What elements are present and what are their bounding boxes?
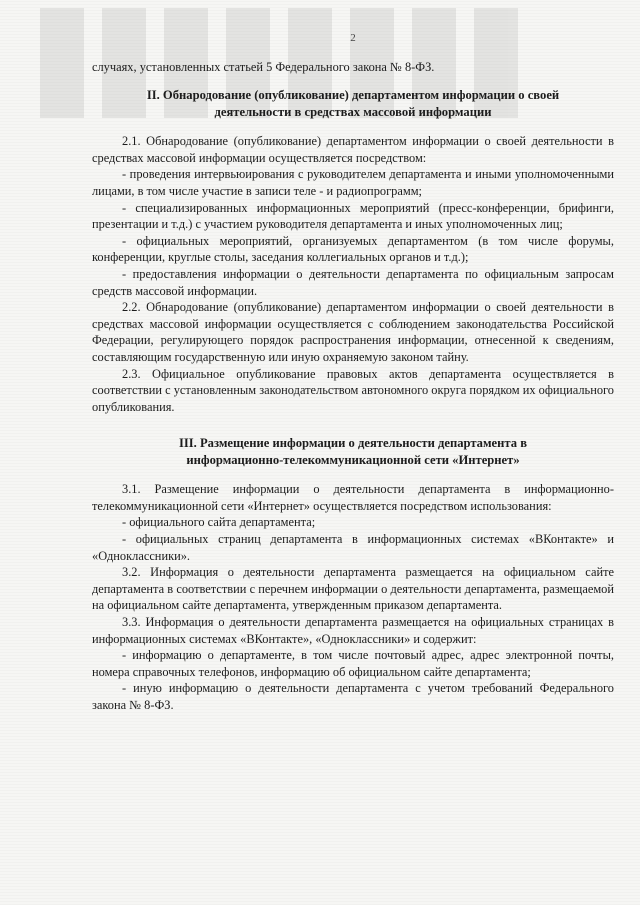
paragraph-3-1: 3.1. Размещение информации о деятельности департамента в информационно-телекоммуникационной сети «Интернет» осуществляется посредством использования: <box>92 482 614 513</box>
paragraph-3-3: 3.3. Информация о деятельности департамента размещается на официальных страницах в информационных системах «ВКонтакте», «Одноклассники» и содержит: <box>92 615 614 646</box>
paragraph-2-3: 2.3. Официальное опубликование правовых актов департамента осуществляется в соответствии с установленным законодательством автономного округа порядком их официального опубликования. <box>92 366 614 414</box>
paragraph-3-3-item-b: - иную информацию о деятельности департамента с учетом требований Федерального закона № 8-ФЗ. <box>92 681 614 712</box>
section-3-heading <box>92 435 614 469</box>
paragraph-2-1-item-a: - проведения интервьюирования с руководителем департамента и иными уполномоченными лицами, в том числе участие в записи теле - и радиопрограмм; <box>92 167 614 198</box>
section-3-heading-line2: информационно-телекоммуникационной сети «Интернет» <box>186 453 520 468</box>
page-number: 2 <box>350 32 356 44</box>
section-3-heading-line1: III. Размещение информации о деятельности департамента в <box>178 436 527 451</box>
paragraph-2-1-item-b: - специализированных информационных мероприятий (пресс-конференции, брифинги, презентации и т.д.) с участием руководителя департамента и иных уполномоченных лиц; <box>92 200 614 232</box>
paragraph-3-3-item-a: - информацию о департаменте, в том числе почтовый адрес, адрес электронной почты, номера справочных телефонов, информацию об официальном сайте департамента; <box>92 648 614 679</box>
paragraph-2-1: 2.1. Обнародование (опубликование) департаментом информации о своей деятельности в средствах массовой информации осуществляется посредством: <box>92 134 614 165</box>
paragraph-3-1-item-b: - официальных страниц департамента в информационных системах «ВКонтакте» и «Одноклассники». <box>92 532 614 563</box>
paragraph-2-2: 2.2. Обнародование (опубликование) департаментом информации о своей деятельности в средствах массовой информации осуществляется с соблюдением законодательства Российской Федерации, регулирующего порядок распространения информации, отнесенной к сведениям, составляющим государственную или иную охраняемую законом тайну. <box>92 300 614 364</box>
section-2-heading-line1: II. Обнародование (опубликование) департаментом информации о своей <box>146 88 560 103</box>
section-2-heading <box>92 87 614 121</box>
paragraph-2-1-item-c: - официальных мероприятий, организуемых департаментом (в том числе форумы, конференции, круглые столы, заседания коллегиальных органов и т.д.); <box>92 233 614 265</box>
intro-line: случаях, установленных статьей 5 Федерального закона № 8-ФЗ. <box>92 59 435 74</box>
paragraph-3-1-item-a: - официального сайта департамента; <box>122 515 316 530</box>
document-body <box>92 30 614 714</box>
section-2-heading-line2: деятельности в средствах массовой информации <box>214 105 492 120</box>
paragraph-2-1-item-d: - предоставления информации о деятельности департамента по официальным запросам средств массовой информации. <box>92 266 614 298</box>
paragraph-3-2: 3.2. Информация о деятельности департамента размещается на официальном сайте департамента в соответствии с перечнем информации о деятельности департамента, размещаемой на официальном сайте департамента, утвержденным приказом департамента. <box>92 565 614 613</box>
